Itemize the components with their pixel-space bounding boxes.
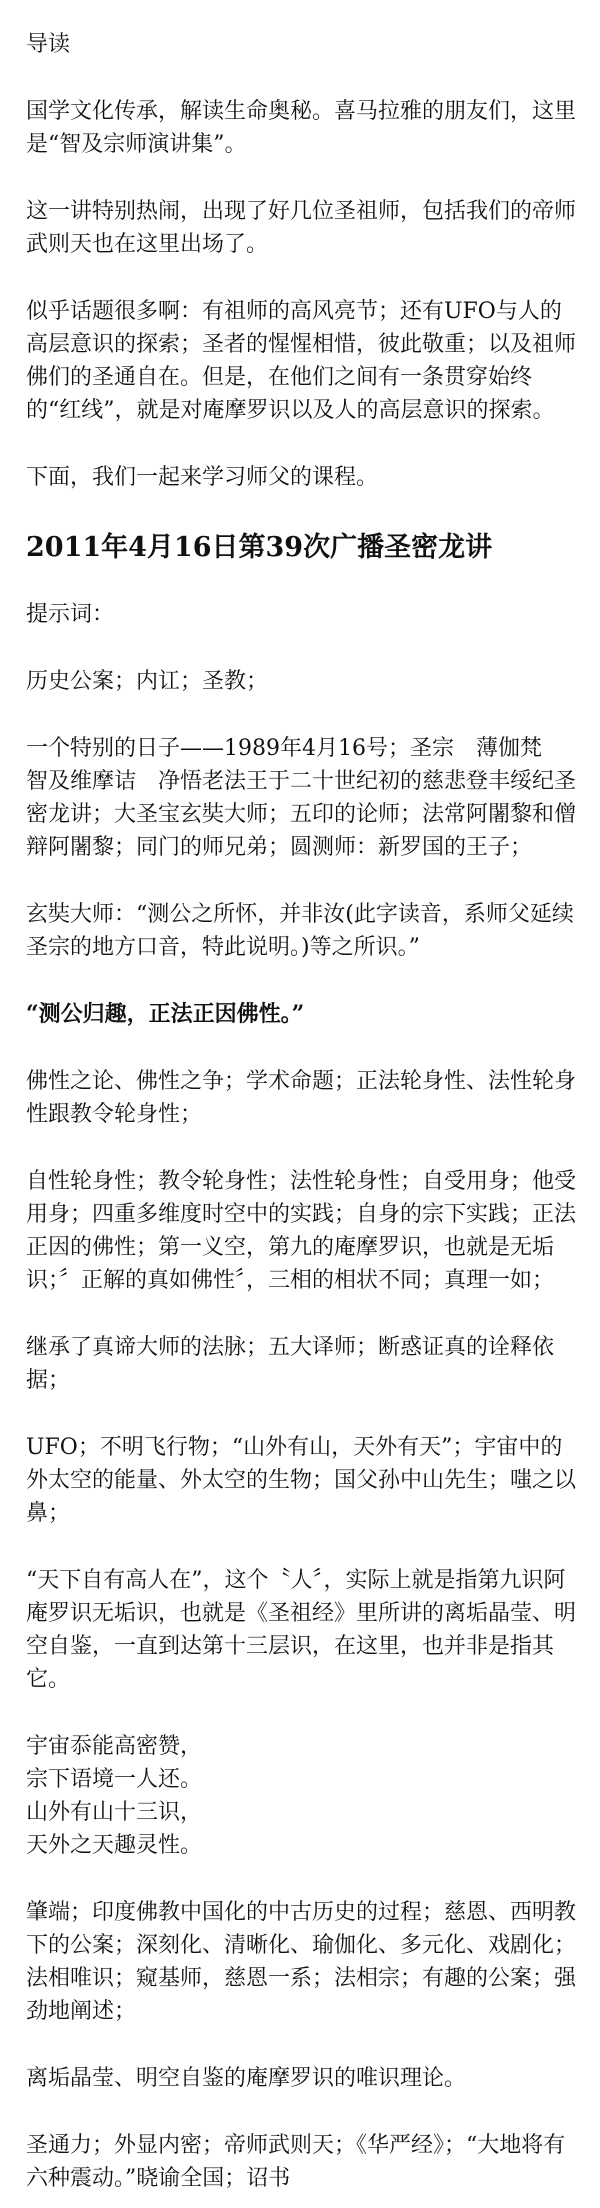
intro-heading: 导读 bbox=[26, 32, 71, 57]
keywords-paragraph-9: “天下自有高人在”，这个〝人〞，实际上就是指第九识阿庵罗识无垢识，也就是《圣祖经》里所讲的离垢晶莹、明空自鉴，一直到达第十三层识，在这里，也并非是指其它。 bbox=[26, 1568, 577, 1692]
intro-paragraph-3: 似乎话题很多啊：有祖师的高风亮节；还有UFO与人的高层意识的探索；圣者的惺惺相惜，彼此敬重；以及祖师佛们的圣通自在。但是，在他们之间有一条贯穿始终的“红线”，就是对庵摩罗识以及人的高层意识的探索。 bbox=[26, 299, 577, 423]
lecture-title: 2011年4月16日第39次广播圣密龙讲 bbox=[26, 532, 493, 563]
poem-block bbox=[26, 1730, 582, 1862]
keywords-paragraph-1: 历史公案；内讧；圣教； bbox=[26, 669, 269, 694]
keywords-paragraph-12: 圣通力；外显内密；帝师武则天；《华严经》；“大地将有六种震动。”晓谕全国；诏书 bbox=[26, 2133, 566, 2191]
intro-paragraph-2: 这一讲特别热闹，出现了好几位圣祖师，包括我们的帝师武则天也在这里出场了。 bbox=[26, 199, 577, 257]
poem-line: 宗下语境一人还。 bbox=[26, 1767, 203, 1792]
keywords-paragraph-3: 玄奘大师：“测公之所怀，并非汝(此字读音，系师父延续圣宗的地方口音，特此说明。)等之所识。” bbox=[26, 902, 574, 960]
keywords-paragraph-2: 一个特别的日子——1989年4月16号；圣宗 薄伽梵 智及维摩诘 净悟老法王于二十世纪初的慈悲登丰绥纪圣密龙讲；大圣宝玄奘大师；五印的论师；法常阿闍黎和僧辩阿闍黎；同门的师兄弟；圆测师：新罗国的王子； bbox=[26, 736, 577, 860]
keywords-paragraph-7: 继承了真谛大师的法脉；五大译师；断惑证真的诠释依据； bbox=[26, 1335, 555, 1393]
keywords-paragraph-8: UFO；不明飞行物；“山外有山，天外有天”；宇宙中的外太空的能量、外太空的生物；国父孙中山先生；嗤之以鼻； bbox=[26, 1435, 577, 1526]
poem-line: 天外之天趣灵性。 bbox=[26, 1833, 203, 1858]
poem-line: 宇宙忝能高密赞， bbox=[26, 1734, 203, 1759]
keywords-paragraph-6: 自性轮身性；教令轮身性；法性轮身性；自受用身；他受用身；四重多维度时空中的实践；自身的宗下实践；正法正因的佛性；第一义空，第九的庵摩罗识，也就是无垢识；〞正解的真如佛性〞，三相的相状不同；真理一如； bbox=[26, 1169, 577, 1293]
poem-line: 山外有山十三识， bbox=[26, 1800, 203, 1825]
keywords-label: 提示词： bbox=[26, 602, 115, 627]
keywords-paragraph-4: “测公归趣，正法正因佛性。” bbox=[26, 1001, 305, 1027]
keywords-paragraph-11: 离垢晶莹、明空自鉴的庵摩罗识的唯识理论。 bbox=[26, 2066, 467, 2091]
keywords-paragraph-5: 佛性之论、佛性之争；学术命题；正法轮身性、法性轮身性跟教令轮身性； bbox=[26, 1069, 577, 1127]
intro-paragraph-1: 国学文化传承，解读生命奥秘。喜马拉雅的朋友们，这里是“智及宗师演讲集”。 bbox=[26, 99, 577, 157]
intro-paragraph-4: 下面，我们一起来学习师父的课程。 bbox=[26, 465, 379, 490]
keywords-paragraph-10: 肇端；印度佛教中国化的中古历史的过程；慈恩、西明教下的公案；深刻化、清晰化、瑜伽化、多元化、戏剧化；法相唯识；窥基师，慈恩一系；法相宗；有趣的公案；强劲地阐述； bbox=[26, 1900, 577, 2024]
